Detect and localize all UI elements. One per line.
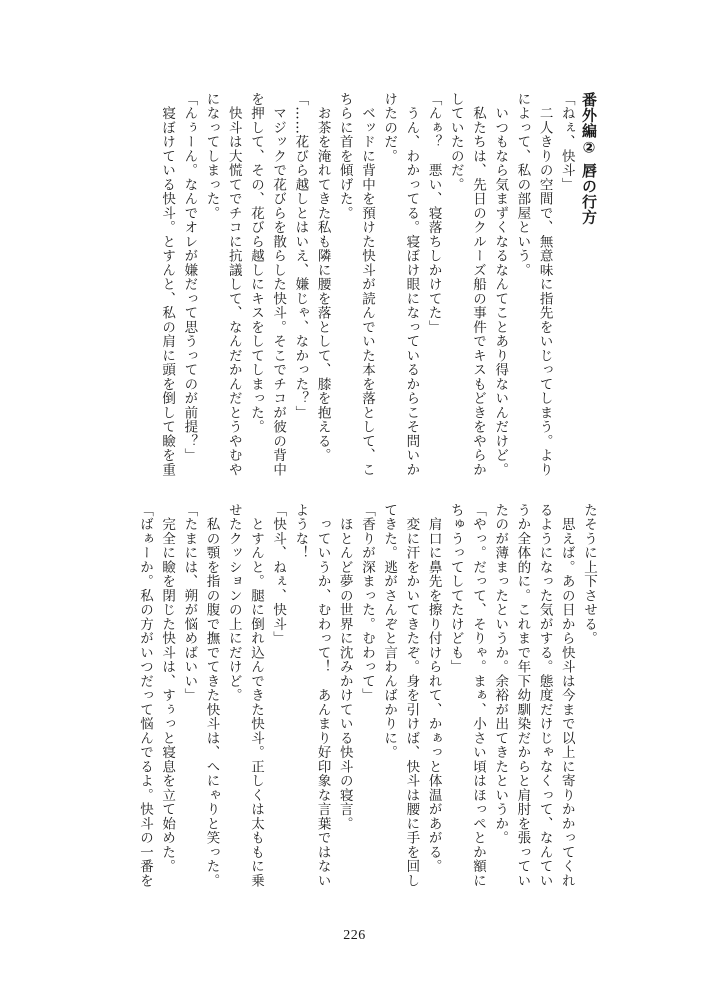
text-line: 完全に瞼を閉じた快斗は、すぅっと寝息を立て始めた。 xyxy=(159,503,176,874)
text-line: 「やっ。だって、そりゃ。まぁ、小さい頃はほっぺとか額に xyxy=(469,503,486,888)
text-line: 思えば。あの日から快斗は今まで以上に寄りかかってくれ xyxy=(558,503,575,888)
text-line: てきた。逃がさんぞと言わんばかりに。 xyxy=(381,503,398,760)
text-line: 肩口に鼻先を擦り付けられて、かぁっと体温があがる。 xyxy=(425,503,442,874)
text-line: せたクッションの上にだけど。 xyxy=(225,503,242,703)
text-line: 「んぅーん。なんでオレが嫌だって思うってのが前提？」 xyxy=(181,92,198,463)
text-line: ほとんど夢の世界に沈みかけている快斗の寝言。 xyxy=(336,503,353,831)
text-line: 「快斗、ねぇ、快斗」 xyxy=(270,503,287,646)
text-line: うか全体的に。これまで年下幼馴染だからと肩肘を張ってい xyxy=(514,503,531,888)
text-line: とすんと。腿に倒れ込んできた快斗。正しくは太ももに乗 xyxy=(247,503,264,888)
text-line: たそうに上下させる。 xyxy=(581,503,597,646)
text-line: っていうか、むわって！ あんまり好印象な言葉ではない xyxy=(314,503,331,888)
text-line: ちらに首を傾げた。 xyxy=(336,92,353,221)
text-line: 私の顎を指の腹で撫でてきた快斗は、へにゃりと笑った。 xyxy=(203,503,220,888)
text-line: 「香りが深まった。むわって」 xyxy=(358,503,375,703)
text-line: たのが薄まったというか。余裕が出てきたというか。 xyxy=(492,503,509,845)
bottom-text-block xyxy=(134,503,600,903)
top-text-block xyxy=(156,92,600,492)
text-line: を押して、その、花びら越しにキスをしてしまった。 xyxy=(247,92,264,434)
text-line: 「んぁ？ 悪い、寝落ちしかけてた」 xyxy=(425,92,442,335)
text-line: 寝ぼけている快斗。とすんと、私の肩に頭を倒して瞼を重 xyxy=(159,92,176,477)
text-line: るようになった気がする。態度だけじゃなくって、なんてい xyxy=(536,503,553,888)
text-line: マジックで花びらを散らした快斗。そこでチコが彼の背中 xyxy=(270,92,287,477)
text-line: お茶を淹れてきた私も隣に腰を落として、膝を抱える。 xyxy=(314,92,331,463)
text-line: ような！ xyxy=(292,503,309,560)
text-line: 私たちは、先日のクルーズ船の事件でキスもどきをやらか xyxy=(469,92,486,477)
text-line: けたのだ。 xyxy=(381,92,398,164)
text-line: になってしまった。 xyxy=(203,92,220,221)
text-line: 快斗は大慌てでチコに抗議して、なんだかんだとうやむや xyxy=(225,92,242,477)
text-line: うん、わかってる。寝ぼけ眼になっているからこそ問いか xyxy=(403,92,420,477)
page-number: 226 xyxy=(343,928,366,943)
text-line: 変に汗をかいてきたぞ。身を引けば、快斗は腰に手を回し xyxy=(403,503,420,888)
chapter-title: 番外編② 唇の行方 xyxy=(580,92,598,225)
text-line: 「ばぁーか。私の方がいつだって悩んでるよ。快斗の一番を xyxy=(136,503,153,888)
text-line: ベッドに背中を預けた快斗が読んでいた本を落として、こ xyxy=(358,92,375,477)
text-line: によって、私の部屋という。 xyxy=(514,92,531,278)
text-line: 二人きりの空間で、無意味に指先をいじってしまう。より xyxy=(536,92,553,477)
text-line: いつもなら気まずくなるなんてことあり得ないんだけど。 xyxy=(492,92,509,477)
text-line: していたのだ。 xyxy=(447,92,464,192)
text-line: ちゅうってしてたけども」 xyxy=(447,503,464,674)
text-line: 「……花びら越しとはいえ、嫌じゃ、なかった？」 xyxy=(292,92,309,420)
text-line: 「ねぇ、快斗」 xyxy=(558,92,575,192)
text-line: 「たまには、朔が悩めばいい」 xyxy=(181,503,198,703)
